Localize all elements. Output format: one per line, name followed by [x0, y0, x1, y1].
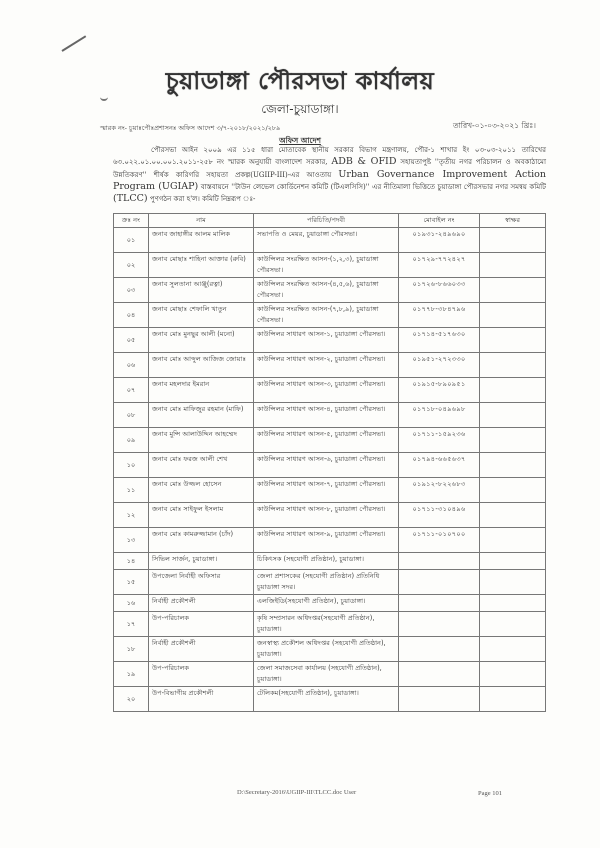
cell-name: উপ-পরিচালক	[149, 662, 254, 687]
cell-name: সিভিল সার্জন, চুয়াডাঙ্গা।	[149, 553, 254, 570]
paragraph-text-4: পুণগঠন করা হ'ল। কমিটি নিম্নরূপ ঃ-	[149, 195, 256, 204]
cell-serial: ১৮	[114, 637, 149, 662]
cell-serial: ০৪	[114, 303, 149, 328]
cell-signature	[480, 612, 546, 637]
cell-designation: চিকিৎসক (সহযোগী প্রতিষ্ঠান), চুয়াডাঙ্গা।	[254, 553, 399, 570]
table-row	[114, 228, 546, 253]
cell-mobile: ০১৭৭৮-৩৮৪৭৯৬	[399, 303, 480, 328]
cell-designation: জনস্বাস্থ্য প্রকৌশল অধিদপ্তর (সহযোগী প্রতিষ্ঠান), চুয়াডাঙ্গা।	[254, 637, 399, 662]
cell-designation: কাউন্সিলর সাধারণ আসন-১, চুয়াডাঙ্গা পৌরসভা।	[254, 328, 399, 353]
cell-serial: ১২	[114, 503, 149, 528]
cell-serial: ১৯	[114, 662, 149, 687]
cell-serial: ১০	[114, 453, 149, 478]
cell-signature	[480, 253, 546, 278]
table-row	[114, 378, 546, 403]
table-row	[114, 570, 546, 595]
cell-mobile: ০১৭১১-১৫৯২৩৬	[399, 428, 480, 453]
table-row	[114, 503, 546, 528]
table-header-row	[114, 214, 546, 228]
cell-name: জনাব মোঃ ফরজ আলী শেখ	[149, 453, 254, 478]
cell-signature	[480, 353, 546, 378]
cell-mobile: ০১৯৫১-২৭২৩৩০	[399, 353, 480, 378]
table-row	[114, 453, 546, 478]
cell-signature	[480, 570, 546, 595]
cell-mobile	[399, 687, 480, 712]
cell-signature	[480, 528, 546, 553]
table-row	[114, 553, 546, 570]
cell-signature	[480, 378, 546, 403]
cell-signature	[480, 403, 546, 428]
cell-mobile	[399, 553, 480, 570]
cell-signature	[480, 553, 546, 570]
cell-name: উপজেলা নির্বাহী অফিসার	[149, 570, 254, 595]
cell-signature	[480, 278, 546, 303]
cell-signature	[480, 428, 546, 453]
cell-designation: জেলা প্রশাসকের (সহযোগী প্রতিষ্ঠান) প্রতিনিধি চুয়াডাঙ্গা সদর।	[254, 570, 399, 595]
cell-name: জনাব মোঃ উজ্জল হোসেন	[149, 478, 254, 503]
cell-name: জনাব মোছাঃ শাহিনা আক্তার (রুবি)	[149, 253, 254, 278]
cell-designation: কাউন্সিলর সংরক্ষিত আসন-(১,২,৩), চুয়াডাঙ্গা পৌরসভা।	[254, 253, 399, 278]
cell-designation: কাউন্সিলর সাধারণ আসন-৬, চুয়াডাঙ্গা পৌরসভা।	[254, 453, 399, 478]
cell-designation: কাউন্সিলর সাধারণ আসন-৫, চুয়াডাঙ্গা পৌরসভা।	[254, 428, 399, 453]
cell-designation: কাউন্সিলর সংরক্ষিত আসন-(৭,৮,৯), চুয়াডাঙ্গা পৌরসভা।	[254, 303, 399, 328]
cell-mobile: ০১৭১৮-০৪৯৬৯৮	[399, 403, 480, 428]
cell-serial: ১৭	[114, 612, 149, 637]
cell-signature	[480, 687, 546, 712]
cell-name: জনাব মুন্সি আলাউদ্দিন আহম্মেদ	[149, 428, 254, 453]
cell-name: জনাব মোঃ মুনছুর আলী (মনো)	[149, 328, 254, 353]
cell-mobile	[399, 612, 480, 637]
cell-designation: টেলিকম(সহযোগী প্রতিষ্ঠান), চুয়াডাঙ্গা।	[254, 687, 399, 712]
cell-serial: ০৭	[114, 378, 149, 403]
cell-mobile	[399, 662, 480, 687]
cell-designation: কাউন্সিলর সাধারণ আসন-৪, চুয়াডাঙ্গা পৌরসভা।	[254, 403, 399, 428]
table-row	[114, 687, 546, 712]
cell-serial: ০৯	[114, 428, 149, 453]
table-row	[114, 637, 546, 662]
cell-name: জনাব মোছাঃ শেফালি খাতুন	[149, 303, 254, 328]
cell-signature	[480, 662, 546, 687]
cell-name: জনাব মোঃ মাফিজুর রহমান (মাফি)	[149, 403, 254, 428]
cell-serial: ০৬	[114, 353, 149, 378]
cell-mobile	[399, 570, 480, 595]
cell-mobile: ০১৭২৯-৭৭২৪২৭	[399, 253, 480, 278]
paragraph-text-3: বাস্তবায়নে ''টাউন লেভেল কোর্ডিনেশন কমিটি (টিএলসিসি)'' এর নীতিমালা ভিত্তিতে চুয়াডাঙ্গা পৌরসভার নগর সমন্বয় কমিটি	[200, 182, 546, 191]
office-title: চুয়াডাঙ্গা পৌরসভা কার্যালয়	[165, 66, 435, 95]
cell-serial: ২০	[114, 687, 149, 712]
cell-mobile: ০১৭৯৪-৬৬৫৬৩৭	[399, 453, 480, 478]
cell-mobile	[399, 637, 480, 662]
cell-signature	[480, 228, 546, 253]
header-mobile: মোবাইল নং	[399, 214, 480, 228]
table-row	[114, 328, 546, 353]
cell-designation: কাউন্সিলর সাধারণ আসন-৭, চুয়াডাঙ্গা পৌরসভা।	[254, 478, 399, 503]
cell-name: নির্বাহী প্রকৌশলী	[149, 637, 254, 662]
table-row	[114, 253, 546, 278]
table-row	[114, 303, 546, 328]
cell-designation: কাউন্সিলর সংরক্ষিত আসন-(৪,৫,৬), চুয়াডাঙ্গা পৌরসভা।	[254, 278, 399, 303]
cell-signature	[480, 303, 546, 328]
cell-serial: ১৫	[114, 570, 149, 595]
cell-serial: ০২	[114, 253, 149, 278]
cell-mobile	[399, 595, 480, 612]
cell-name: জনাব মহলদার ইমরান	[149, 378, 254, 403]
cell-serial: ০৩	[114, 278, 149, 303]
cell-name: উপ-পরিচালক	[149, 612, 254, 637]
cell-name: জনাব মোঃ কামরুজ্জামান (চাঁদ)	[149, 528, 254, 553]
cell-serial: ০৮	[114, 403, 149, 428]
cell-signature	[480, 453, 546, 478]
cell-serial: ১১	[114, 478, 149, 503]
paragraph-latin-2: Urban Governance Improvement Action Program (UGIAP)	[113, 168, 547, 192]
header-name: নাম	[149, 214, 254, 228]
paragraph-latin-3: (TLCC)	[113, 193, 148, 205]
cell-serial: ০৫	[114, 328, 149, 353]
cell-designation: কাউন্সিলর সাধারণ আসন-২, চুয়াডাঙ্গা পৌরসভা।	[254, 353, 399, 378]
cell-mobile: ০১৭১১-০১০৭০০	[399, 528, 480, 553]
order-heading: অফিস আদেশ	[279, 136, 321, 145]
memo-date: তারিখ-০১-০৩-২০২১ খ্রিঃ।	[453, 121, 536, 130]
cell-mobile: ০১৯৩১-২৪৯৬৯০	[399, 228, 480, 253]
cell-signature	[480, 637, 546, 662]
paragraph-latin-1: ADB & OFID	[331, 156, 397, 168]
table-row	[114, 662, 546, 687]
cell-designation: কাউন্সিলর সাধারণ আসন-৩, চুয়াডাঙ্গা পৌরসভা।	[254, 378, 399, 403]
cell-serial: ১৩	[114, 528, 149, 553]
cell-signature	[480, 595, 546, 612]
cell-designation: সভাপতি ও মেয়র, চুয়াডাঙ্গা পৌরসভা।	[254, 228, 399, 253]
header-signature: স্বাক্ষর	[480, 214, 546, 228]
table-row	[114, 528, 546, 553]
cell-name: জনাব মোঃ আব্দুল আজিজ জোয়াঃ	[149, 353, 254, 378]
memo-number: স্মারক নং- চুয়াঃপৌঃপ্রশাসনঃ অফিস আদেশ ৩/৭-২০১৮/২০২১/২৮৯	[100, 124, 281, 132]
cell-mobile: ০১৭২৬-৮৬৬০৩৩	[399, 278, 480, 303]
cell-name: উপ-বিভাগীয় প্রকৌশলী	[149, 687, 254, 712]
paragraph-text-2: সহায়তাপুষ্ট ''তৃতীয় নগর পরিচালন ও অবকাঠামো উন্নতিকরণ'' শীর্ষক কারিগরি সহায়তা প্রকল্প(UGIIP-III)-এর আওতায়	[113, 158, 546, 179]
table-row	[114, 278, 546, 303]
paragraph-text-1: পৌরসভা আইন ২০০৯ এর ১১৫ ধারা মোতাবেক স্থানীয় সরকার বিভাগ মন্ত্রণালয়, পৌর-১ শাখার ইং ০৩-০৩-২০১১ তারিখের ৬৩.০২২.০১.০০.০০১.২০১১-২৫৮ নং স্মারক অনুযায়ী বাংলাদেশ সরকার,	[113, 146, 546, 167]
cell-designation: কাউন্সিলর সাধারণ আসন-৯, চুয়াডাঙ্গা পৌরসভা।	[254, 528, 399, 553]
table-row	[114, 595, 546, 612]
table-row	[114, 478, 546, 503]
cell-name: জনাব সুলতানা আঞ্জু(রত্না)	[149, 278, 254, 303]
footer-page-number: Page 101	[478, 790, 503, 797]
cell-designation: কাউন্সিলর সাধারণ আসন-৮, চুয়াডাঙ্গা পৌরসভা।	[254, 503, 399, 528]
cell-signature	[480, 478, 546, 503]
cell-name: নির্বাহী প্রকৌশলী	[149, 595, 254, 612]
cell-designation: এলজিইডি(সহযোগী প্রতিষ্ঠান), চুয়াডাঙ্গা।	[254, 595, 399, 612]
district-subtitle: জেলা-চুয়াডাঙ্গা।	[261, 102, 339, 116]
order-paragraph	[113, 145, 546, 205]
cell-designation: কৃষি সম্প্রসারন অধিদপ্তর(সহযোগী প্রতিষ্ঠান), চুয়াডাঙ্গা।	[254, 612, 399, 637]
table-row	[114, 353, 546, 378]
cell-serial: ০১	[114, 228, 149, 253]
cell-designation: জেলা সমাজসেবা কার্যালয় (সহযোগী প্রতিষ্ঠান), চুয়াডাঙ্গা।	[254, 662, 399, 687]
table-row	[114, 403, 546, 428]
footer-file-path: D:\Secretary-2016\UGIIP-III\TLCC.doc User	[237, 789, 357, 796]
cell-name: জনাব জাহাঙ্গীর আলম মালিক	[149, 228, 254, 253]
cell-serial: ১৪	[114, 553, 149, 570]
header-serial: ক্রঃ নং	[114, 214, 149, 228]
committee-members-table	[113, 213, 546, 712]
cell-signature	[480, 328, 546, 353]
cell-serial: ১৬	[114, 595, 149, 612]
cell-mobile: ০১৯১২-৮২২৬৮৩	[399, 478, 480, 503]
table-row	[114, 428, 546, 453]
pen-scratch-mark	[61, 35, 86, 52]
cell-mobile: ০১৭১৪-৫১৭৬৩০	[399, 328, 480, 353]
header-designation: পরিচিতি/পদবী	[254, 214, 399, 228]
cell-name: জনাব মোঃ সাইফুল ইসলাম	[149, 503, 254, 528]
cell-mobile: ০১৭১১-৩১০৪৯৬	[399, 503, 480, 528]
cell-mobile: ০১৯১৫-৮৯০৯৫১	[399, 378, 480, 403]
cell-signature	[480, 503, 546, 528]
table-row	[114, 612, 546, 637]
